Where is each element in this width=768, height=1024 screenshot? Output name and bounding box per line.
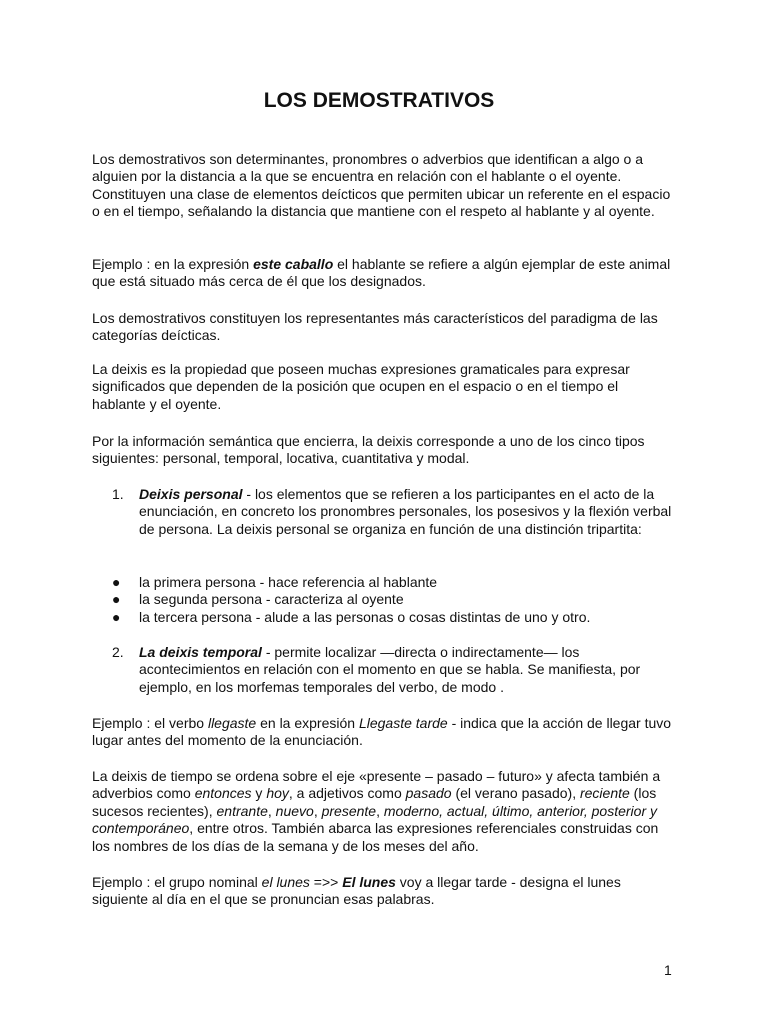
- italic-term: presente: [321, 802, 377, 819]
- paragraph-example-llegaste: [92, 715, 672, 750]
- paragraph-deixis-definition: [92, 361, 672, 413]
- list-item: [112, 591, 672, 608]
- page-number: 1: [664, 962, 672, 978]
- text-segment: voy a llegar tarde - designa el lunes siguiente al día en el que se pronuncian esas palabras.: [92, 874, 621, 908]
- item-body: [139, 644, 672, 696]
- item-number: 2.: [112, 644, 124, 660]
- emphasized-term: este caballo: [253, 256, 334, 272]
- text-segment: (los sucesos recientes),: [92, 785, 657, 819]
- text-segment: Ejemplo : el grupo nominal: [92, 874, 262, 890]
- text-segment: , entre otros. También abarca las expresiones referenciales construidas con los nombres de los días de la semana y de los meses del año.: [92, 820, 659, 854]
- text-segment: ,: [313, 802, 322, 819]
- bullet-list-persons: [112, 574, 672, 626]
- paragraph-paradigm: [92, 310, 672, 345]
- item-text: - los elementos que se refieren a los participantes en el acto de la enunciación, en concreto los pronombres personales, los posesivos y la flexión verbal de persona. La deixis personal se organiza en función de una distinción tripartita:: [139, 486, 672, 537]
- text-segment: (el verano pasado),: [451, 785, 580, 802]
- italic-term: pasado: [405, 785, 452, 802]
- list-item: [112, 574, 672, 591]
- italic-term: entrante: [216, 802, 268, 819]
- bullet-icon: ●: [112, 574, 121, 590]
- item-term: Deixis personal: [139, 486, 243, 502]
- paragraph-example-el-lunes: [92, 874, 672, 909]
- paragraph-deixis-types: [92, 433, 672, 468]
- list-item-text: la segunda persona - caracteriza al oyente: [139, 591, 404, 608]
- bullet-icon: ●: [112, 591, 121, 608]
- page-title: LOS DEMOSTRATIVOS: [263, 89, 495, 112]
- italic-term: el lunes: [261, 874, 310, 890]
- item-body: [139, 486, 672, 538]
- paragraph-time-axis: [92, 768, 672, 855]
- paragraph-example-este-caballo: [92, 256, 672, 291]
- text-segment: Ejemplo : en la expresión: [92, 256, 254, 272]
- item-number: 1.: [112, 486, 124, 502]
- paragraph-text: Los demostrativos constituyen los representantes más característicos del paradigma de las categorías deícticas.: [92, 310, 658, 344]
- paragraph-definition: [92, 151, 672, 221]
- item-term: La deixis temporal: [139, 644, 262, 660]
- text-segment: Ejemplo : el verbo: [92, 715, 208, 731]
- italic-term: nuevo: [275, 802, 314, 819]
- text-segment: =>>: [309, 874, 343, 890]
- italic-term: entonces: [194, 785, 252, 802]
- list-item-text: la primera persona - hace referencia al hablante: [139, 574, 438, 590]
- list-item-text: la tercera persona - alude a las personas o cosas distintas de uno y otro.: [139, 608, 591, 625]
- paragraph-text: Los demostrativos son determinantes, pronombres o adverbios que identifican a algo o a alguien por la distancia a la que se encuentra en relación con el hablante o el oyente. Constituyen una clase de elementos deícticos que permiten ubicar un referente en el espacio o en el tiempo, señalando la distancia que mantiene con el respeto al hablante y al oyente.: [92, 151, 671, 220]
- paragraph-text: La deixis es la propiedad que poseen muchas expresiones gramaticales para expresar significados que dependen de la posición que ocupen en el espacio o en el tiempo el hablante y el oyente.: [92, 361, 630, 412]
- text-segment: ,: [267, 802, 276, 819]
- bullet-icon: ●: [112, 608, 121, 625]
- italic-term: Llegaste tarde: [358, 715, 448, 731]
- text-segment: ,: [376, 802, 384, 819]
- italic-term: llegaste: [207, 715, 257, 731]
- paragraph-text: Por la información semántica que encierra, la deixis corresponde a uno de los cinco tipos siguientes: personal, temporal, locativa, cuantitativa y modal.: [92, 433, 645, 467]
- text-segment: en la expresión: [256, 715, 359, 731]
- text-segment: La deixis de tiempo se ordena sobre el eje «presente – pasado – futuro» y afecta también a adverbios como: [92, 768, 661, 802]
- italic-term: moderno, actual, último, anterior, posterior y contemporáneo: [92, 802, 657, 837]
- italic-term: reciente: [579, 785, 630, 802]
- text-segment: el hablante se refiere a algún ejemplar de este animal que está situado más cerca de él que los designados.: [92, 256, 671, 290]
- italic-term: hoy: [266, 785, 289, 802]
- text-segment: - indica que la acción de llegar tuvo lugar antes del momento de la enunciación.: [92, 715, 672, 749]
- text-segment: , a adjetivos como: [288, 785, 406, 802]
- list-item: [112, 609, 672, 626]
- emphasized-term: El lunes: [342, 874, 396, 890]
- item-text: - permite localizar —directa o indirectamente— los acontecimientos en relación con el momento en que se habla. Se manifiesta, por ejemplo, en los morfemas temporales del verbo, de modo .: [139, 644, 641, 695]
- text-segment: y: [251, 785, 267, 802]
